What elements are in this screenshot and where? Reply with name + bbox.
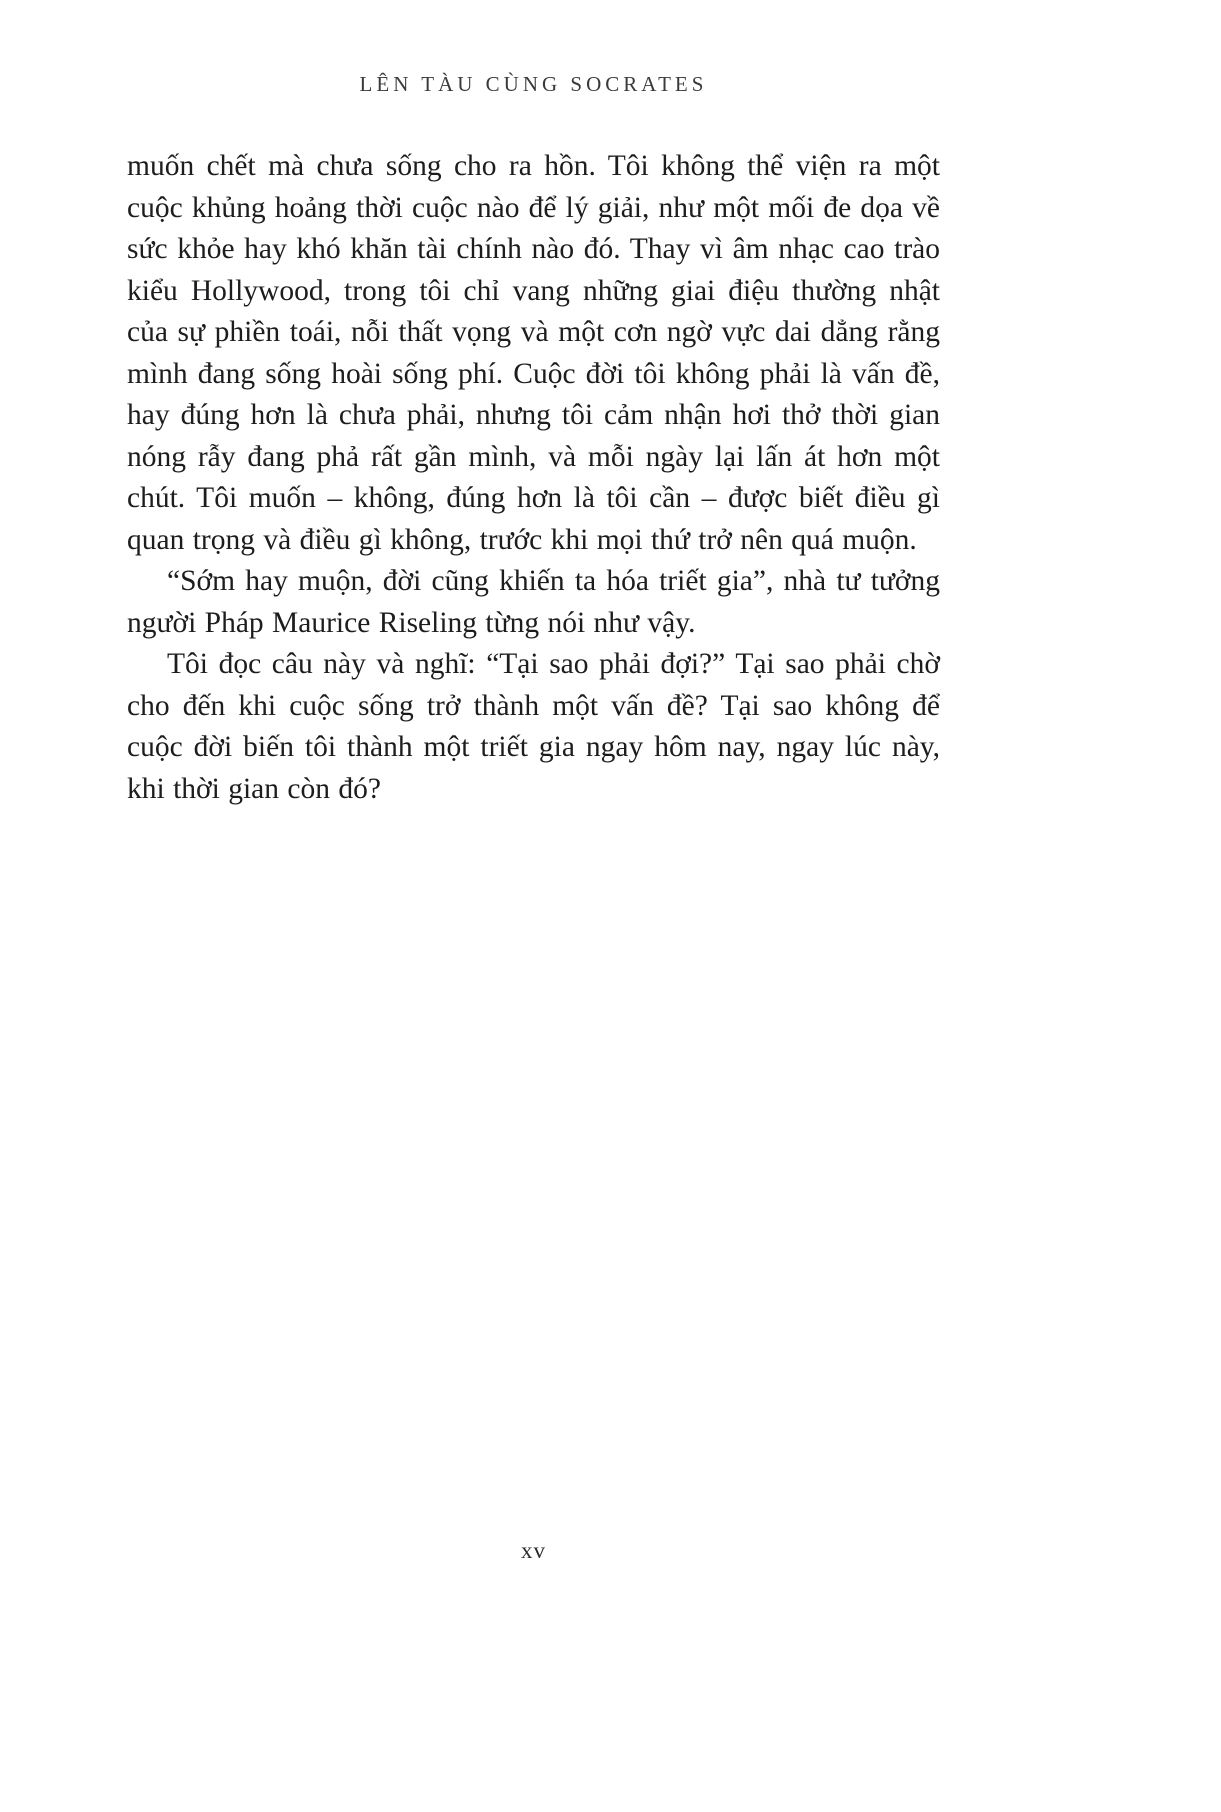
- page-number: xv: [521, 1538, 546, 1563]
- paragraph: “Sớm hay muộn, đời cũng khiến ta hóa triết gia”, nhà tư tưởng người Pháp Maurice Riseling từng nói như vậy.: [127, 565, 940, 639]
- body-text: [127, 146, 940, 810]
- running-header: LÊN TÀU CÙNG SOCRATES: [359, 72, 708, 96]
- paragraph: muốn chết mà chưa sống cho ra hồn. Tôi không thể viện ra một cuộc khủng hoảng thời cuộc nào để lý giải, như một mối đe dọa về sức khỏe hay khó khăn tài chính nào đó. Thay vì âm nhạc cao trào kiểu Hollywood, trong tôi chỉ vang những giai điệu thường nhật của sự phiền toái, nỗi thất vọng và một cơn ngờ vực dai dẳng rằng mình đang sống hoài sống phí. Cuộc đời tôi không phải là vấn đề, hay đúng hơn là chưa phải, nhưng tôi cảm nhận hơi thở thời gian nóng rẫy đang phả rất gần mình, và mỗi ngày lại lấn át hơn một chút. Tôi muốn – không, đúng hơn là tôi cần – được biết điều gì quan trọng và điều gì không, trước khi mọi thứ trở nên quá muộn.: [127, 150, 940, 556]
- paragraph: Tôi đọc câu này và nghĩ: “Tại sao phải đợi?” Tại sao phải chờ cho đến khi cuộc sống trở thành một vấn đề? Tại sao không để cuộc đời biến tôi thành một triết gia ngay hôm nay, ngay lúc này, khi thời gian còn đó?: [127, 648, 940, 805]
